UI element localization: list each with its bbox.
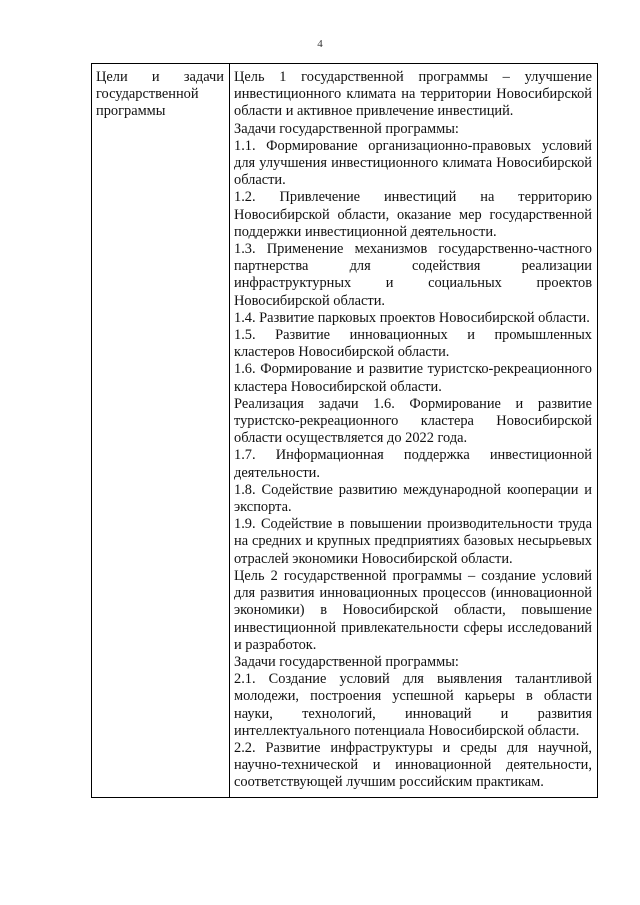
task-1-2: 1.2. Привлечение инвестиций на территорию Новосибирской области, оказание мер государственной поддержки инвестиционной деятельности. <box>234 189 592 240</box>
program-goals-table <box>91 63 598 798</box>
goal-1-paragraph: Цель 1 государственной программы – улучшение инвестиционного климата на территории Новосибирской области и активное привлечение инвестиций. <box>234 69 592 120</box>
task-1-5: 1.5. Развитие инновационных и промышленных кластеров Новосибирской области. <box>234 327 592 361</box>
task-1-4: 1.4. Развитие парковых проектов Новосибирской области. <box>234 309 590 326</box>
task-1-8: 1.8. Содействие развитию международной кооперации и экспорта. <box>234 481 592 516</box>
row-content-cell <box>230 64 598 798</box>
task-1-1: 1.1. Формирование организационно-правовых условий для улучшения инвестиционного климата Новосибирской области. <box>234 137 592 189</box>
task-1-3: 1.3. Применение механизмов государственно-частного партнерства для содействия реализации инфраструктурных и социальных проектов Новосибирской области. <box>234 241 592 309</box>
table-row <box>92 64 598 798</box>
task-1-9: 1.9. Содействие в повышении производительности труда на средних и крупных предприятиях базовых несырьевых отраслей экономики Новосибирской области. <box>234 516 592 567</box>
goal-2-paragraph: Цель 2 государственной программы – создание условий для развития инновационных процессов (инновационной экономики) в Новосибирской области, повышение инвестиционной привлекательности сферы исследований и разработок. <box>234 567 592 653</box>
task-2-2: 2.2. Развитие инфраструктуры и среды для научной, научно-технической и инновационной деятельности, соответствующей лучшим российским практикам. <box>234 739 592 791</box>
task-1-6-note: Реализация задачи 1.6. Формирование и развитие туристско-рекреационного кластера Новосибирской области осуществляется до 2022 года. <box>234 395 592 447</box>
tasks-heading-2: Задачи государственной программы: <box>234 653 459 670</box>
task-1-7: 1.7. Информационная поддержка инвестиционной деятельности. <box>234 447 592 481</box>
task-1-6: 1.6. Формирование и развитие туристско-рекреационного кластера Новосибирской области. <box>234 361 592 395</box>
tasks-heading: Задачи государственной программы: <box>234 120 459 137</box>
row-label-cell: Цели и задачи государственной программы <box>92 64 230 798</box>
task-2-1: 2.1. Создание условий для выявления талантливой молодежи, построения успешной карьеры в области науки, технологий, инноваций и развития интеллектуального потенциала Новосибирской области. <box>234 671 592 739</box>
page-number: 4 <box>317 38 323 50</box>
